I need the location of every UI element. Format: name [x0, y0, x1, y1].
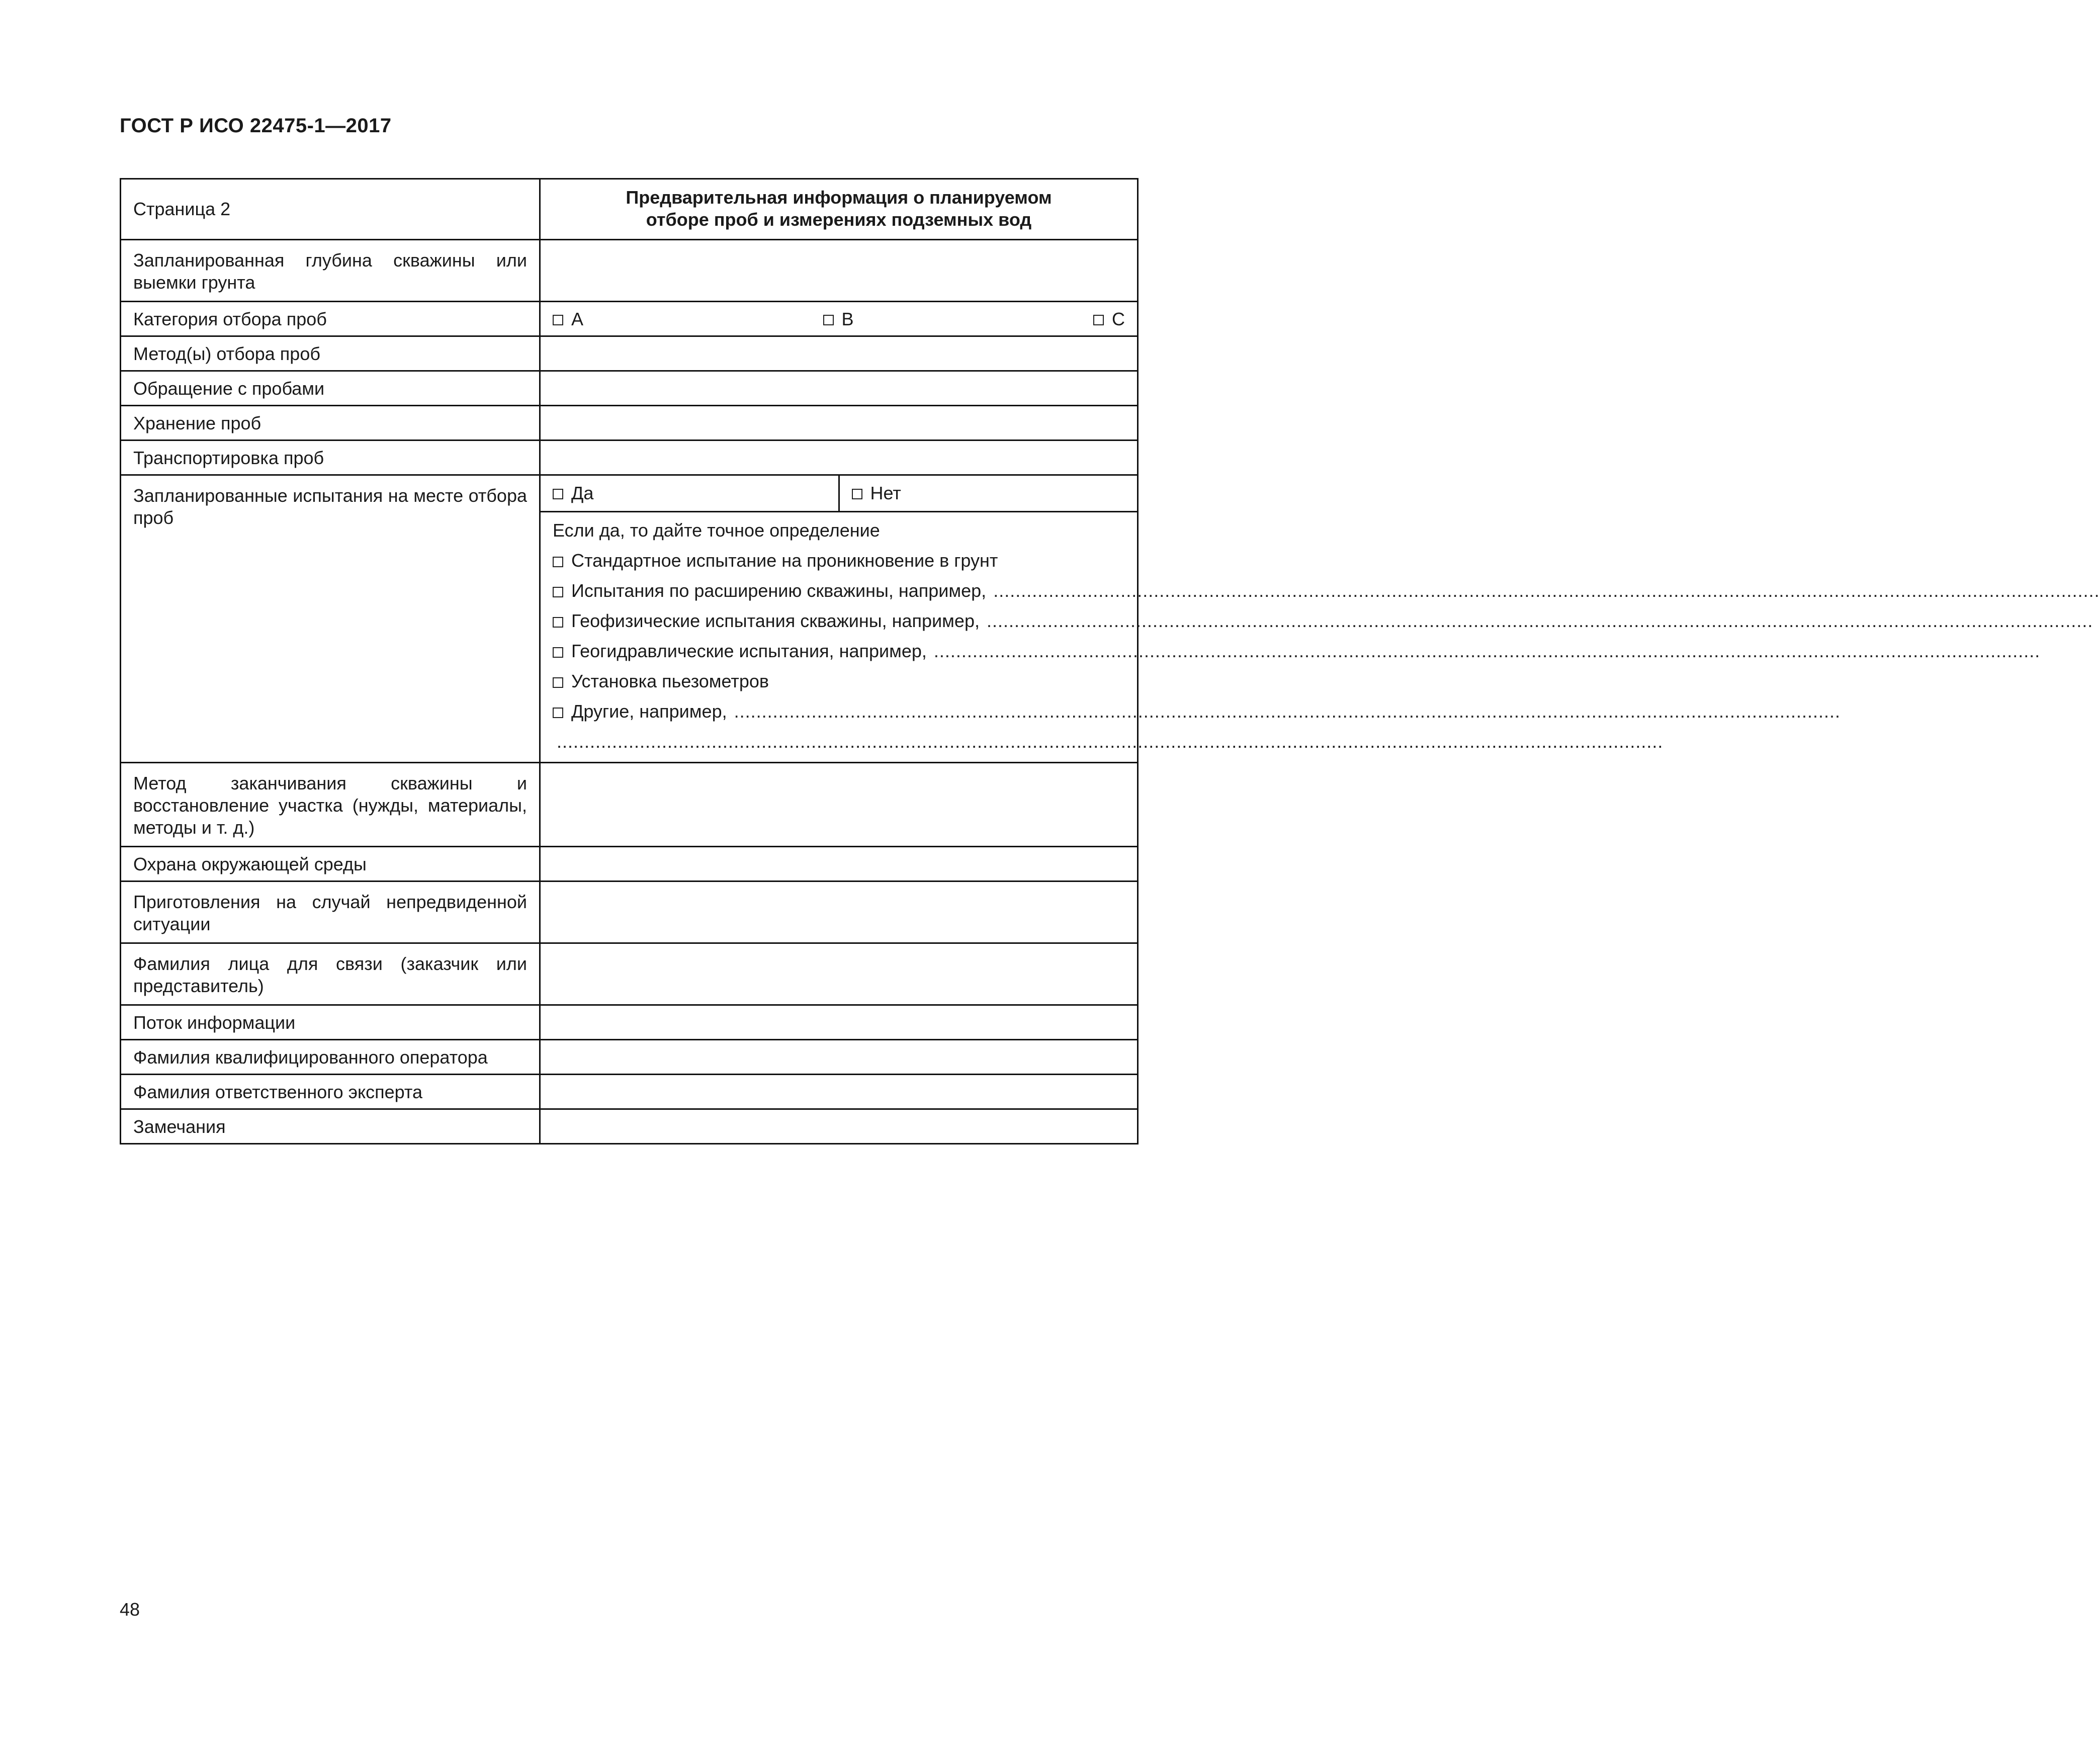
value-cell[interactable] [540, 406, 1138, 440]
value-cell[interactable] [540, 1109, 1138, 1144]
row-contingency [121, 881, 1138, 943]
value-cell[interactable] [540, 1005, 1138, 1040]
checkbox-icon[interactable] [553, 708, 563, 718]
checkbox-icon[interactable] [852, 489, 862, 499]
checkbox-icon[interactable] [553, 647, 563, 658]
row-methods [121, 336, 1138, 371]
yes-no-choice [541, 476, 1137, 512]
value-cell[interactable] [540, 847, 1138, 881]
option-label: B [841, 309, 854, 329]
fill-in-dots[interactable]: ........................................................................................................................................................................................................ [734, 701, 1841, 722]
value-cell[interactable] [540, 371, 1138, 406]
checkbox-icon[interactable] [553, 677, 563, 688]
checkbox-icon[interactable] [553, 557, 563, 567]
option-label: Геофизические испытания скважины, например, [571, 610, 980, 631]
form-title-line1: Предварительная информация о планируемом [626, 187, 1052, 208]
value-cell[interactable] [540, 440, 1138, 475]
row-planned-tests [121, 475, 1138, 763]
page-number: 48 [120, 1599, 140, 1620]
row-label: Запланированные испытания на месте отбора проб [133, 485, 527, 528]
fill-in-dots-line[interactable]: ........................................................................................................................................................................................................ [557, 731, 1664, 752]
document-header: ГОСТ Р ИСО 22475-1—2017 [120, 115, 392, 137]
row-label: Запланированная глубина скважины или выемки грунта [133, 250, 527, 293]
row-operator [121, 1040, 1138, 1075]
row-label: Фамилия ответственного эксперта [133, 1082, 422, 1102]
row-label: Метод заканчивания скважины и восстановление участка (нужды, материалы, методы и т. д.) [133, 773, 527, 838]
form-title [541, 180, 1137, 238]
option-label: Другие, например, [571, 701, 727, 722]
test-details [541, 512, 2100, 762]
row-info-flow [121, 1005, 1138, 1040]
row-label: Хранение проб [133, 413, 261, 433]
row-category [121, 302, 1138, 336]
test-option-geohydraulic[interactable] [553, 640, 2041, 670]
option-label: C [1112, 309, 1125, 329]
value-cell[interactable] [540, 943, 1138, 1005]
row-contact [121, 943, 1138, 1005]
checkbox-icon[interactable] [823, 315, 834, 325]
row-storage [121, 406, 1138, 440]
test-option-penetration[interactable] [553, 550, 1121, 580]
row-label: Обращение с пробами [133, 378, 325, 399]
row-depth [121, 240, 1138, 302]
row-environment [121, 847, 1138, 881]
fill-in-dots[interactable]: ........................................................................................................................................................................................................ [993, 580, 2100, 601]
option-label: Установка пьезометров [571, 671, 769, 691]
no-option[interactable] [838, 476, 1138, 511]
fill-in-dots[interactable]: ........................................................................................................................................................................................................ [933, 641, 2041, 661]
category-options [541, 302, 1137, 335]
category-option-b[interactable] [823, 308, 854, 330]
row-completion [121, 763, 1138, 847]
value-cell[interactable] [540, 763, 1138, 847]
value-cell[interactable] [540, 336, 1138, 371]
checkbox-icon[interactable] [553, 489, 563, 499]
checkbox-icon[interactable] [553, 587, 563, 597]
row-label: Поток информации [133, 1012, 296, 1033]
row-handling [121, 371, 1138, 406]
yes-label: Да [571, 483, 594, 503]
checkbox-icon[interactable] [553, 315, 563, 325]
planning-form-table [120, 178, 2100, 1144]
row-label: Метод(ы) отбора проб [133, 343, 320, 364]
page-label: Страница 2 [133, 199, 231, 219]
test-option-other[interactable] [553, 700, 1841, 731]
option-label: A [571, 309, 584, 329]
checkbox-icon[interactable] [553, 617, 563, 628]
category-option-c[interactable] [1093, 308, 1125, 330]
form-title-line2: отборе проб и измерениях подземных вод [646, 209, 1032, 230]
row-label: Транспортировка проб [133, 448, 324, 468]
no-label: Нет [870, 483, 901, 503]
category-option-a[interactable] [553, 308, 583, 330]
row-expert [121, 1075, 1138, 1109]
fill-in-dots[interactable]: ........................................................................................................................................................................................................ [986, 610, 2093, 631]
row-remarks [121, 1109, 1138, 1144]
test-option-piezometers[interactable] [553, 670, 1121, 700]
test-option-geophysical[interactable] [553, 610, 2093, 640]
option-label: Испытания по расширению скважины, например, [571, 580, 987, 601]
detail-intro: Если да, то дайте точное определение [553, 520, 880, 541]
row-label: Категория отбора проб [133, 309, 327, 329]
option-label: Геогидравлические испытания, например, [571, 641, 927, 661]
yes-option[interactable] [541, 476, 838, 511]
row-label: Приготовления на случай непредвиденной ситуации [133, 892, 527, 934]
row-label: Фамилия лица для связи (заказчик или представитель) [133, 953, 527, 996]
row-label: Замечания [133, 1116, 226, 1137]
row-label: Фамилия квалифицированного оператора [133, 1047, 488, 1068]
checkbox-icon[interactable] [1093, 315, 1104, 325]
test-option-expansion[interactable] [553, 580, 2100, 610]
row-transport [121, 440, 1138, 475]
row-label: Охрана окружающей среды [133, 854, 367, 874]
value-cell[interactable] [540, 1075, 1138, 1109]
header-row [121, 179, 1138, 240]
option-label: Стандартное испытание на проникновение в грунт [571, 550, 998, 571]
value-cell[interactable] [540, 1040, 1138, 1075]
value-cell[interactable] [540, 881, 1138, 943]
value-cell[interactable] [540, 240, 1138, 302]
